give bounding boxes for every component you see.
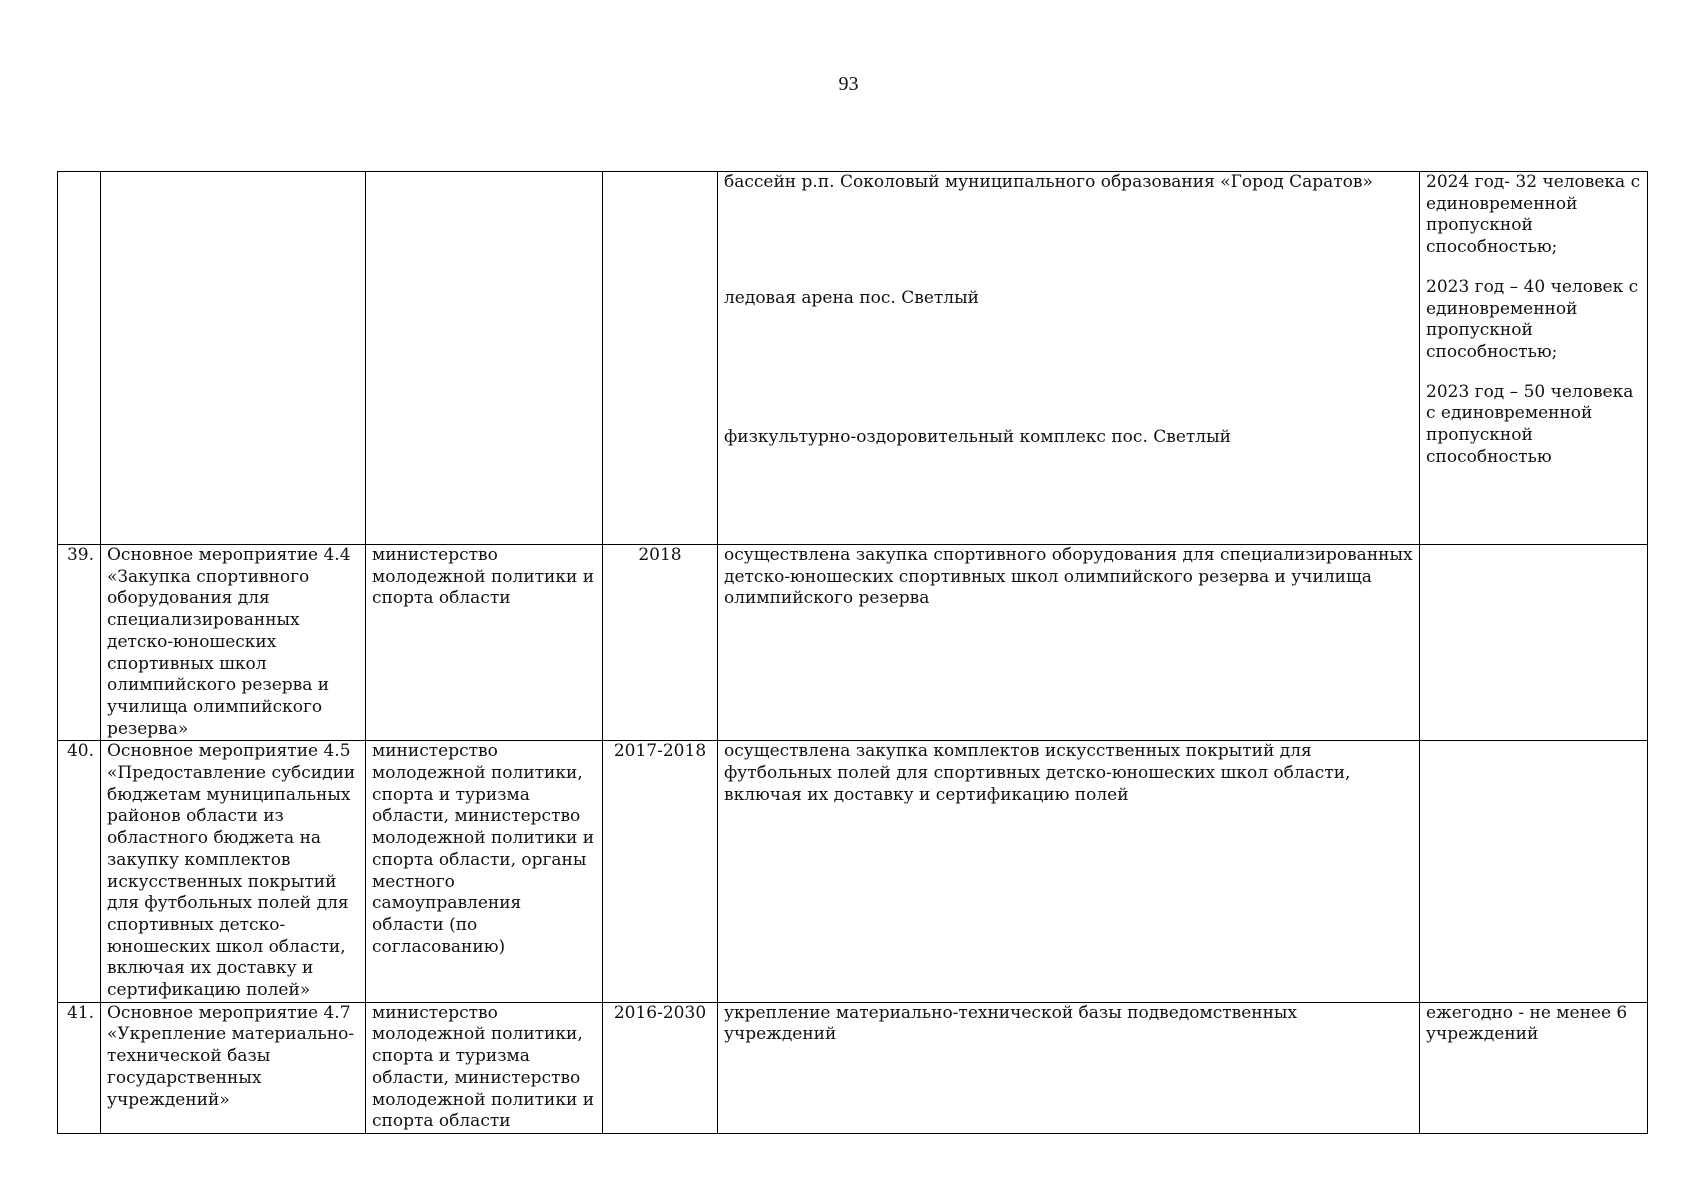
row-result: осуществлена закупка комплектов искусственных покрытий для футбольных полей для спортивных детско-юношеских школ области, включая их доставку и сертификацию полей	[718, 741, 1420, 1002]
table-row-continuation	[58, 172, 1648, 545]
row-indicator	[1420, 545, 1648, 741]
row-result: укрепление материально-технической базы подведомственных учреждений	[718, 1002, 1420, 1133]
indicator-item-ice-arena: 2023 год – 40 человек с единовременной пропускной способностью;	[1426, 276, 1639, 362]
page-number: 93	[838, 73, 859, 95]
result-item-sports-complex: физкультурно-оздоровительный комплекс пос. Светлый	[724, 427, 1231, 448]
result-item-pool: бассейн р.п. Соколовый муниципального образования «Город Саратов»	[724, 172, 1373, 192]
row-event: Основное мероприятие 4.5 «Предоставление субсидии бюджетам муниципальных районов области из областного бюджета на закупку комплектов искусственных покрытий для футбольных полей для спортивных детско-юношеских школ области, включая их доставку и сертификацию полей»	[101, 741, 366, 1002]
row-indicator	[1420, 741, 1648, 1002]
row-event: Основное мероприятие 4.4 «Закупка спортивного оборудования для специализированных детско-юношеских спортивных школ олимпийского резерва и училища олимпийского резерва»	[101, 545, 366, 741]
row-result: осуществлена закупка спортивного оборудования для специализированных детско-юношеских спортивных школ олимпийского резерва и училища олимпийского резерва	[718, 545, 1420, 741]
cell-executor	[366, 172, 603, 545]
row-indicator: ежегодно - не менее 6 учреждений	[1420, 1002, 1648, 1133]
result-item-ice-arena: ледовая арена пос. Светлый	[724, 287, 979, 308]
row-number: 40.	[58, 741, 101, 1002]
row-number: 41.	[58, 1002, 101, 1133]
cell-num	[58, 172, 101, 545]
row-period: 2016-2030	[603, 1002, 718, 1133]
row-period: 2017-2018	[603, 741, 718, 1002]
cell-indicators	[1420, 172, 1648, 545]
cell-results	[718, 172, 1420, 545]
row-event: Основное мероприятие 4.7 «Укрепление материально-технической базы государственных учреждений»	[101, 1002, 366, 1133]
table-row	[58, 545, 1648, 741]
row-executor: министерство молодежной политики, спорта и туризма области, министерство молодежной политики и спорта области, органы местного самоуправления области (по согласованию)	[366, 741, 603, 1002]
indicator-item-pool: 2024 год- 32 человека с единовременной пропускной способностью;	[1426, 172, 1641, 258]
indicator-item-sports-complex: 2023 год – 50 человека с единовременной пропускной способностью	[1426, 381, 1634, 467]
cell-period	[603, 172, 718, 545]
row-executor: министерство молодежной политики, спорта и туризма области, министерство молодежной политики и спорта области	[366, 1002, 603, 1133]
measures-table	[57, 171, 1648, 1134]
table-row	[58, 741, 1648, 1002]
table-row	[58, 1002, 1648, 1133]
cell-event	[101, 172, 366, 545]
row-executor: министерство молодежной политики и спорта области	[366, 545, 603, 741]
row-period: 2018	[603, 545, 718, 741]
row-number: 39.	[58, 545, 101, 741]
